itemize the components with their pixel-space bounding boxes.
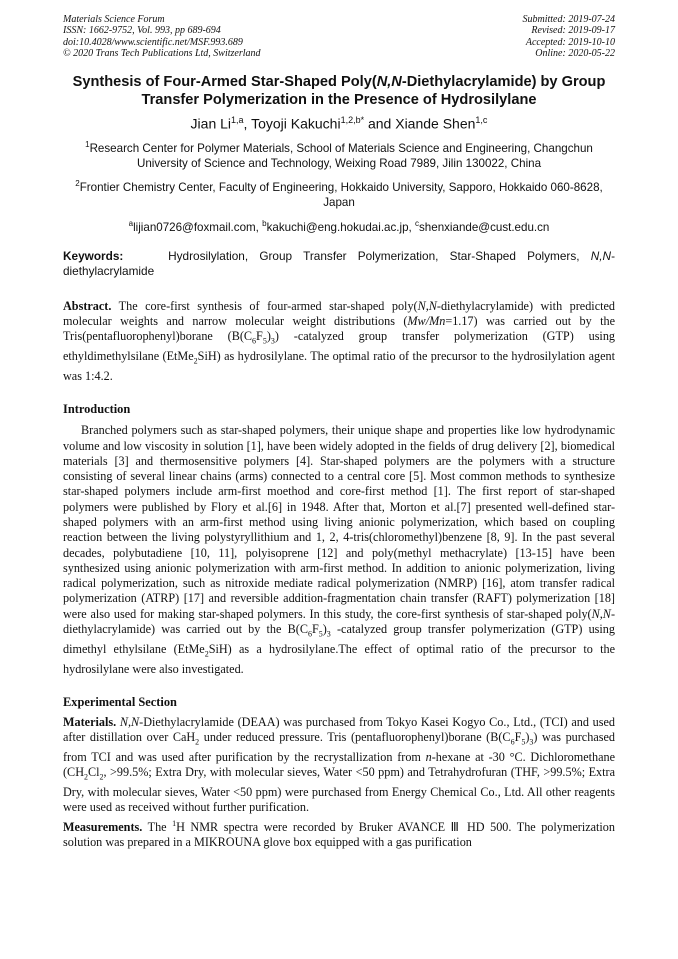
date-online: Online: 2020-05-22: [535, 48, 615, 60]
email-link[interactable]: lijian0726@foxmail.com,: [133, 220, 263, 234]
journal-doi: doi:10.4028/www.scientific.net/MSF.993.689: [63, 36, 243, 48]
affiliation-2: $^2$Frontier Chemistry Center, Faculty of Engineering, Hokkaido University, Sapporo, Hokkaido 060-8628, Japan: [75, 179, 603, 209]
email-link[interactable]: kakuchi@eng.hokudai.ac.jp,: [266, 220, 415, 234]
introduction-paragraph: Branched polymers such as star-shaped polymers, their unique shape and properties like low hydrodynamic volume and low viscosity in solution [1], have been widely adopted in the fields of drug delivery [2], biomedical materials [3] and thermosensitive polymers [4]. Star-shaped polymers are the polymers with a structure consisting of several linear chains (arms) connected to a central core [5]. Most common methods to synthesize star-shaped polymers include arm-first moethod and core-first method [1]. The first report of star-shaped polymers were published by Flory et al.[6] in 1948. After that, Morton et al.[7] presented well-defined star-shaped polymers with an arm-first method using living anionic polymerization, which based on coupling reaction between the living polystyryllithium and 1, 2, 4-tris(chloromethyl)benzene [8, 9]. In the past several decades, polybutadiene [10, 11], polyisoprene [12] and poly(methyl methacrylate) [13-15] have been synthesized using anionic polymerization with arm-first method. In addition to anionic polymerization, living radical polymerization, such as nitroxide mediate radical polymerization (NMRP) [16], atom transfer radical polymerization (ATRP) [17] and reversible addition-fragmentation chain transfer (RAFT) polymerization [18] were also used for making star-shaped polymers. In this study, the core-first synthesis of star-shaped poly(N,N-diethylacrylamide) was carried out by the $B(C_6F_5)_3$ -catalyzed group transfer polymerization (GTP) using dimethyl ethylsilane (EtMe$_2$SiH) as a hydrosilylane.The effect of optimal ratio of the precursor to the hydrosilylane were also investigated.: [63, 423, 615, 676]
date-submitted: Submitted: 2019-07-24: [522, 14, 615, 25]
author-name: Xiande Shen: [395, 115, 476, 132]
abstract: Abstract. The core-first synthesis of four-armed star-shaped poly(N,N-diethylacrylamide) with predicted molecular weights and narrow molecular weight distributions (Mw/Mn=1.17) was carried out by the Tris(pentafluorophenyl)borane $(B(C_6F_5)_3)$ -catalyzed group transfer polymerization (GTP) using ethyldimethylsilane (EtMe$_2$SiH) as hydrosilylane. The optimal ratio of the precursor to the hydrosilylation agent was 1:4.2.: [63, 298, 616, 383]
paper-title: Synthesis of Four-Armed Star-Shaped Poly(N,N-Diethylacrylamide) by Group Transfer Polymerization in the Presence of Hydrosilylane: [72, 73, 606, 108]
journal-metadata: [63, 14, 615, 60]
journal-copyright: © 2020 Trans Tech Publications Ltd, Switzerland: [63, 48, 261, 60]
date-accepted: Accepted: 2019-10-10: [525, 36, 615, 48]
measurements-paragraph: Measurements. The $^1$H NMR spectra were recorded by Bruker AVANCE Ⅲ HD 500. The polymerization solution was prepared in a MIKROUNA glove box equipped with a gas purification: [63, 818, 615, 849]
paper-page: [63, 14, 615, 850]
journal-info: [63, 14, 261, 60]
keywords: Keywords: Hydrosilylation, Group Transfer Polymerization, Star-Shaped Polymers, N,N-diethylacrylamide: [63, 248, 615, 278]
submission-dates: [523, 14, 616, 60]
author-name: Jian Li: [190, 115, 232, 132]
section-heading-introduction: Introduction: [63, 402, 131, 417]
abstract-label: Abstract.: [63, 298, 112, 313]
materials-paragraph: Materials. N,N-Diethylacrylamide (DEAA) was purchased from Tokyo Kasei Kogyo Co., Ltd., (TCI) and used after distillation over CaH$_2$ under reduced pressure. Tris (pentafluorophenyl)borane $(B(C_6F_5)_3)$ was purchased from TCI and was used after purification by the recrystallization from n-hexane at -30 °C. Dichloromethane ($CH_2Cl_2$, >99.5%; Extra Dry, with molecular sieves, Water <50 ppm) and Tetrahydrofuran (THF, >99.5%; Extra Dry, with molecular sieves, Water <50 ppm) were purchased from Energy Chemical Co., Ltd. All other reagents were used as received without further purification.: [63, 714, 615, 815]
section-heading-experimental: Experimental Section: [63, 694, 177, 709]
date-revised: Revised: 2019-09-17: [531, 25, 615, 37]
author-list: Jian Li$^{1,a}$, Toyoji Kakuchi$^{1,2,b*}$ and Xiande Shen$^{1,c}$: [190, 114, 488, 132]
keywords-label: Keywords:: [63, 248, 124, 263]
affiliation-1: $^1$Research Center for Polymer Materials, School of Materials Science and Engineering, Changchun University of Science and Technology, Weixing Road 7989, Jilin 130022, China: [85, 140, 593, 171]
journal-name: Materials Science Forum: [63, 14, 165, 25]
author-emails: $^a$lijian0726@foxmail.com, $^b$kakuchi@eng.hokudai.ac.jp, $^c$shenxiande@cust.edu.cn: [128, 219, 550, 234]
author-name: Toyoji Kakuchi: [251, 115, 341, 132]
materials-label: Materials.: [63, 714, 117, 729]
measurements-label: Measurements.: [63, 819, 143, 834]
journal-issn: ISSN: 1662-9752, Vol. 993, pp 689-694: [63, 25, 221, 37]
email-link[interactable]: shenxiande@cust.edu.cn: [419, 220, 550, 234]
